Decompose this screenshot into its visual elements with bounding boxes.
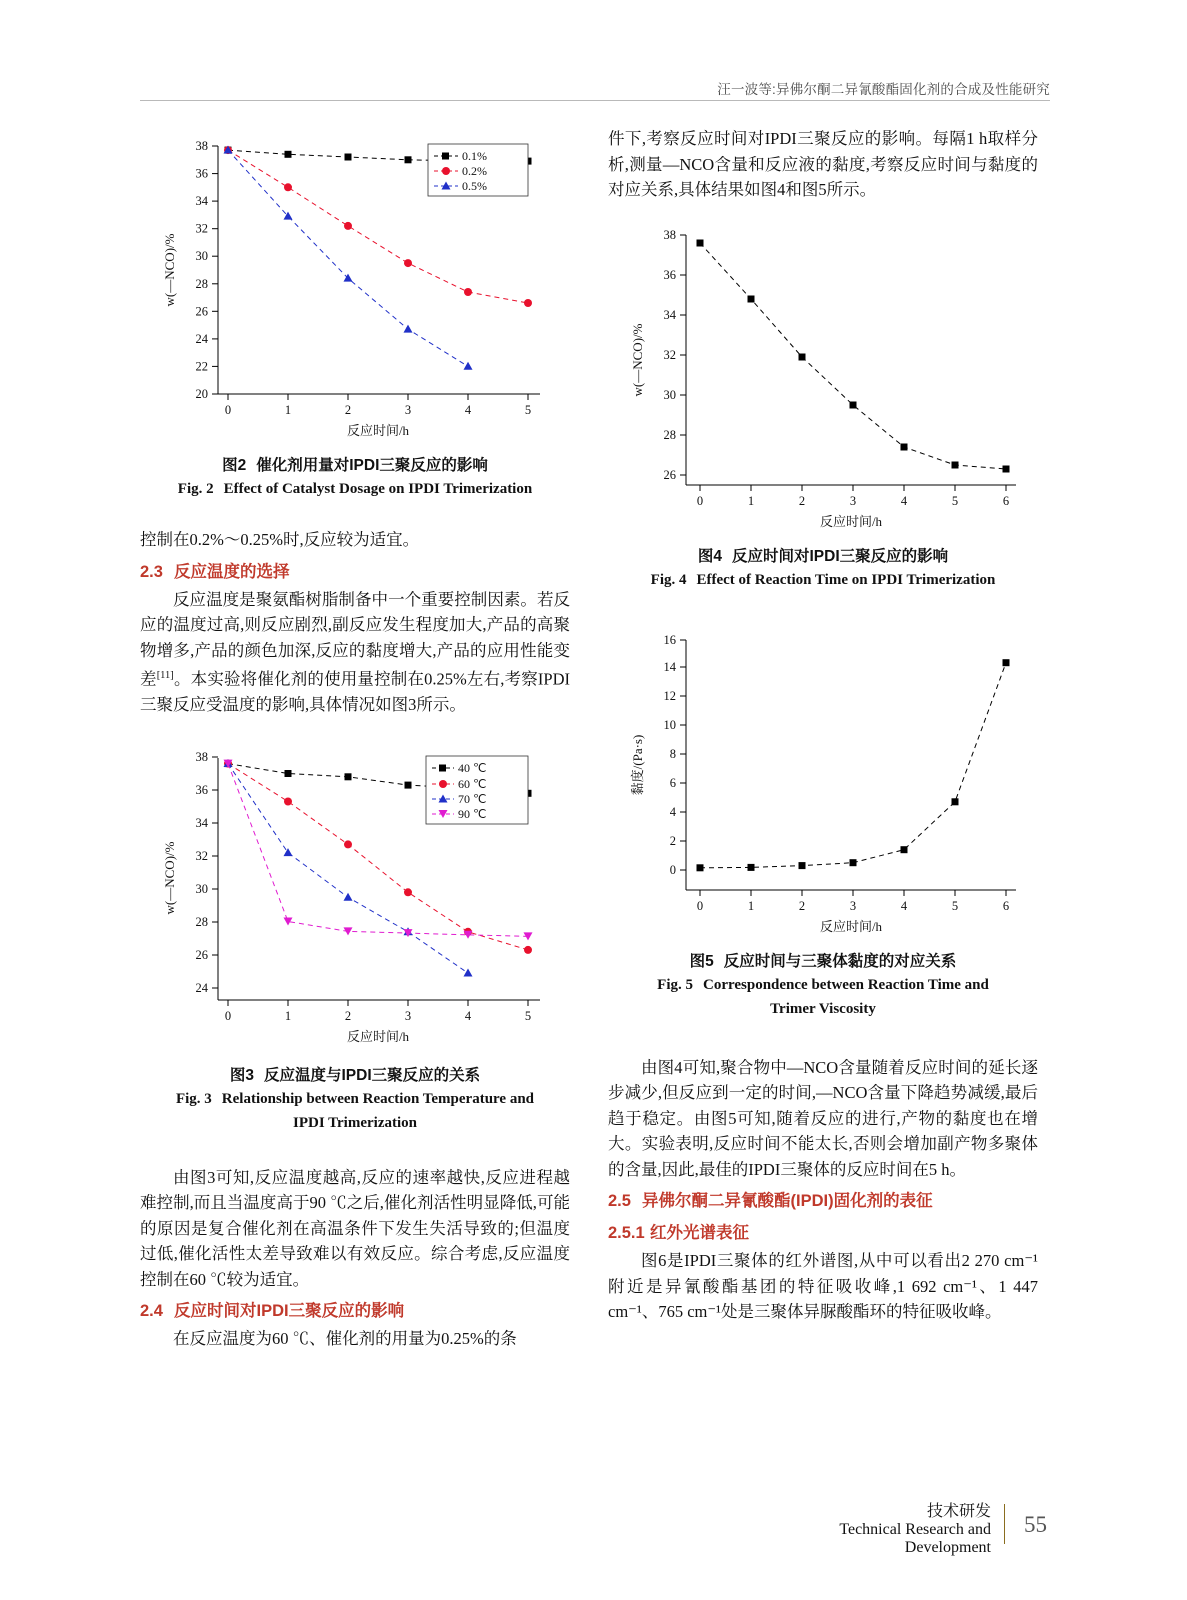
left-para-2b: 。本实验将催化剂的使用量控制在0.25%左右,考察IPDI三聚反应受温度的影响,具体情况如图3所示。 xyxy=(140,669,571,714)
svg-text:6: 6 xyxy=(1002,898,1010,913)
fig3-en-label: Fig. 3 xyxy=(175,1090,212,1107)
svg-text:0: 0 xyxy=(224,403,232,417)
svg-text:0.1%: 0.1% xyxy=(462,149,487,163)
fig3-ylabel: w(—NCO)/% xyxy=(162,841,177,914)
svg-text:2: 2 xyxy=(798,898,806,913)
fig4-svg xyxy=(608,217,1038,537)
svg-text:6: 6 xyxy=(669,775,676,790)
svg-text:4: 4 xyxy=(669,804,676,819)
fig2-ylabel: w(—NCO)/% xyxy=(162,233,177,307)
svg-text:3: 3 xyxy=(849,898,857,913)
fig5-cn-label: 图5 xyxy=(689,952,714,970)
svg-text:32: 32 xyxy=(663,347,676,362)
right-para-2: 由图4可知,聚合物中—NCO含量随着反应时间的延长逐步减少,但反应到一定的时间,—NCO含量下降趋势减缓,最后趋于稳定。由图5可知,随着反应的进行,产物的黏度也在增大。实验表明,反应时间不能太长,否则会增加副产物多聚体的含量,因此,最佳的IPDI三聚体的反应时间在5 h。 xyxy=(608,1057,1038,1179)
right-para-3: 图6是IPDI三聚体的红外谱图,从中可以看出2 270 cm⁻¹附近是异氰酸酯基团的特征吸收峰,1 692 cm⁻¹、1 447 cm⁻¹、765 cm⁻¹处是三聚体异脲酸酯环的特征吸收峰。 xyxy=(608,1251,1038,1321)
svg-text:0.5%: 0.5% xyxy=(462,179,487,193)
svg-text:2: 2 xyxy=(344,1008,352,1023)
page-number: 55 xyxy=(1024,1512,1047,1537)
svg-text:32: 32 xyxy=(195,221,208,236)
fig3-xlabel: 反应时间/h xyxy=(346,1028,410,1044)
svg-text:0.2%: 0.2% xyxy=(462,164,487,178)
left-para-2a: 反应温度是聚氨酯树脂制备中一个重要控制因素。若反应的温度过高,则反应剧烈,副反应发生程度加大,产品的高聚物增多,产品的颜色加深,反应的黏度增大,产品的应用性能变差 xyxy=(140,589,570,689)
svg-text:26: 26 xyxy=(663,467,676,482)
svg-text:5: 5 xyxy=(951,898,959,913)
section-2-5-1-number: 2.5.1 xyxy=(608,1224,645,1242)
fig4-en-text: Effect of Reaction Time on IPDI Trimerization xyxy=(696,571,996,588)
section-2-4 xyxy=(140,1298,570,1324)
svg-text:4: 4 xyxy=(464,403,472,417)
figure-2-chart xyxy=(140,126,570,446)
svg-text:28: 28 xyxy=(195,276,208,291)
fig5-en-label: Fig. 5 xyxy=(657,976,693,993)
svg-text:1: 1 xyxy=(284,1008,292,1023)
svg-text:2: 2 xyxy=(669,833,676,848)
figure-4-chart xyxy=(608,217,1038,537)
svg-text:38: 38 xyxy=(195,749,208,764)
left-column xyxy=(140,126,570,1352)
fig2-cn-text: 催化剂用量对IPDI三聚反应的影响 xyxy=(256,457,488,474)
fig5-svg xyxy=(608,622,1038,942)
svg-text:38: 38 xyxy=(663,227,676,242)
left-para-3: 由图3可知,反应温度越高,反应的速率越快,反应进程越难控制,而且当温度高于90 ℃之后,催化剂活性明显降低,可能的原因是复合催化剂在高温条件下发生失活导致的;但温度过低,催化活性太差导致难以有效反应。综合考虑,反应温度控制在60 ℃较为适宜。 xyxy=(140,1167,570,1289)
section-2-3-number: 2.3 xyxy=(140,562,163,581)
svg-text:30: 30 xyxy=(663,387,676,402)
section-2-5-1 xyxy=(608,1220,1038,1246)
svg-text:1: 1 xyxy=(284,403,292,417)
svg-text:0: 0 xyxy=(224,1008,232,1023)
svg-text:40 ℃: 40 ℃ xyxy=(458,760,487,775)
svg-text:6: 6 xyxy=(1002,493,1010,508)
footer-divider xyxy=(1004,1504,1006,1544)
svg-text:34: 34 xyxy=(195,194,208,209)
fig5-en-text-l2: Trimer Viscosity xyxy=(770,1000,876,1017)
svg-text:0: 0 xyxy=(696,493,704,508)
fig5-ylabel: 黏度/(Pa·s) xyxy=(630,734,645,795)
figure-4-caption xyxy=(608,545,1038,592)
svg-text:3: 3 xyxy=(404,403,412,417)
section-2-5-number: 2.5 xyxy=(608,1192,631,1210)
footer-brand-cn: 技术研发 xyxy=(926,1503,991,1520)
section-2-3 xyxy=(140,559,570,585)
footer-brand-en: Technical Research and Development xyxy=(839,1521,991,1556)
svg-text:30: 30 xyxy=(195,249,208,264)
left-para-1: 控制在0.2%～0.25%时,反应较为适宜。 xyxy=(140,530,420,549)
svg-text:16: 16 xyxy=(663,632,676,647)
svg-text:2: 2 xyxy=(344,403,352,417)
svg-text:60 ℃: 60 ℃ xyxy=(458,776,487,791)
svg-text:5: 5 xyxy=(951,493,959,508)
figure-5-chart xyxy=(608,622,1038,942)
svg-text:8: 8 xyxy=(669,746,676,761)
svg-text:24: 24 xyxy=(195,980,208,995)
fig3-cn-text: 反应温度与IPDI三聚反应的关系 xyxy=(263,1066,481,1084)
figure-3-caption xyxy=(140,1064,570,1135)
fig3-en-text-l1: Relationship between Reaction Temperature and xyxy=(221,1090,535,1107)
left-para-2 xyxy=(140,587,570,718)
svg-text:70 ℃: 70 ℃ xyxy=(458,791,487,806)
svg-text:1: 1 xyxy=(747,898,755,913)
svg-text:28: 28 xyxy=(195,914,208,929)
fig2-svg xyxy=(140,126,570,446)
svg-text:0: 0 xyxy=(669,862,676,877)
figure-5-caption xyxy=(608,950,1038,1021)
section-2-4-title: 反应时间对IPDI三聚反应的影响 xyxy=(174,1302,405,1320)
svg-text:38: 38 xyxy=(195,139,208,153)
svg-text:30: 30 xyxy=(195,881,208,896)
svg-text:3: 3 xyxy=(849,493,857,508)
svg-text:36: 36 xyxy=(663,267,676,282)
svg-text:90 ℃: 90 ℃ xyxy=(458,806,487,821)
section-2-3-title: 反应温度的选择 xyxy=(174,562,290,581)
running-head: 汪一波等:异佛尔酮二异氰酸酯固化剂的合成及性能研究 xyxy=(717,82,1050,97)
section-2-5 xyxy=(608,1188,1038,1214)
fig2-en-label: Fig. 2 xyxy=(177,481,214,497)
svg-text:24: 24 xyxy=(195,331,208,346)
fig4-cn-label: 图4 xyxy=(697,547,722,565)
left-para-2-ref: [11] xyxy=(156,670,174,681)
svg-text:36: 36 xyxy=(195,782,208,797)
svg-text:5: 5 xyxy=(524,1008,532,1023)
svg-text:3: 3 xyxy=(404,1008,412,1023)
svg-text:2: 2 xyxy=(798,493,806,508)
svg-text:10: 10 xyxy=(663,717,676,732)
svg-text:5: 5 xyxy=(524,403,532,417)
figure-2-caption xyxy=(140,454,570,501)
fig3-cn-label: 图3 xyxy=(229,1066,254,1084)
right-para-1: 件下,考察反应时间对IPDI三聚反应的影响。每隔1 h取样分析,测量—NCO含量和反应液的黏度,考察反应时间与黏度的对应关系,具体结果如图4和图5所示。 xyxy=(608,129,1038,199)
fig4-xlabel: 反应时间/h xyxy=(819,513,883,529)
svg-text:22: 22 xyxy=(195,359,208,374)
svg-text:26: 26 xyxy=(195,947,208,962)
left-para-4: 在反应温度为60 ℃、催化剂的用量为0.25%的条 xyxy=(173,1329,517,1348)
svg-text:12: 12 xyxy=(663,688,676,703)
svg-text:34: 34 xyxy=(195,815,208,830)
section-2-5-title: 异佛尔酮二异氰酸酯(IPDI)固化剂的表征 xyxy=(642,1192,933,1210)
fig3-svg xyxy=(140,738,570,1056)
fig4-cn-text: 反应时间对IPDI三聚反应的影响 xyxy=(731,547,949,565)
fig2-cn-label: 图2 xyxy=(222,457,247,474)
figure-3-chart xyxy=(140,738,570,1056)
fig5-cn-text: 反应时间与三聚体黏度的对应关系 xyxy=(723,952,957,970)
right-column xyxy=(608,126,1038,1325)
svg-text:28: 28 xyxy=(663,427,676,442)
fig4-en-label: Fig. 4 xyxy=(650,571,687,588)
svg-text:20: 20 xyxy=(195,387,208,401)
page-footer xyxy=(787,1498,1047,1556)
svg-text:0: 0 xyxy=(696,898,704,913)
svg-text:4: 4 xyxy=(900,493,908,508)
header-rule xyxy=(140,100,1050,101)
fig2-xlabel: 反应时间/h xyxy=(346,423,410,438)
fig4-ylabel: w(—NCO)/% xyxy=(630,323,645,396)
svg-text:14: 14 xyxy=(663,659,676,674)
section-2-5-1-title: 红外光谱表征 xyxy=(650,1224,749,1242)
svg-text:34: 34 xyxy=(663,307,676,322)
svg-text:26: 26 xyxy=(195,304,208,319)
svg-text:32: 32 xyxy=(195,848,208,863)
svg-text:4: 4 xyxy=(900,898,908,913)
svg-text:4: 4 xyxy=(464,1008,472,1023)
fig3-en-text-l2: IPDI Trimerization xyxy=(292,1114,417,1131)
section-2-4-number: 2.4 xyxy=(140,1302,163,1320)
fig5-xlabel: 反应时间/h xyxy=(819,918,883,934)
fig5-en-text-l1: Correspondence between Reaction Time and xyxy=(703,976,989,993)
svg-text:1: 1 xyxy=(747,493,755,508)
fig2-en-text: Effect of Catalyst Dosage on IPDI Trimerization xyxy=(223,481,533,497)
svg-text:36: 36 xyxy=(195,166,208,181)
